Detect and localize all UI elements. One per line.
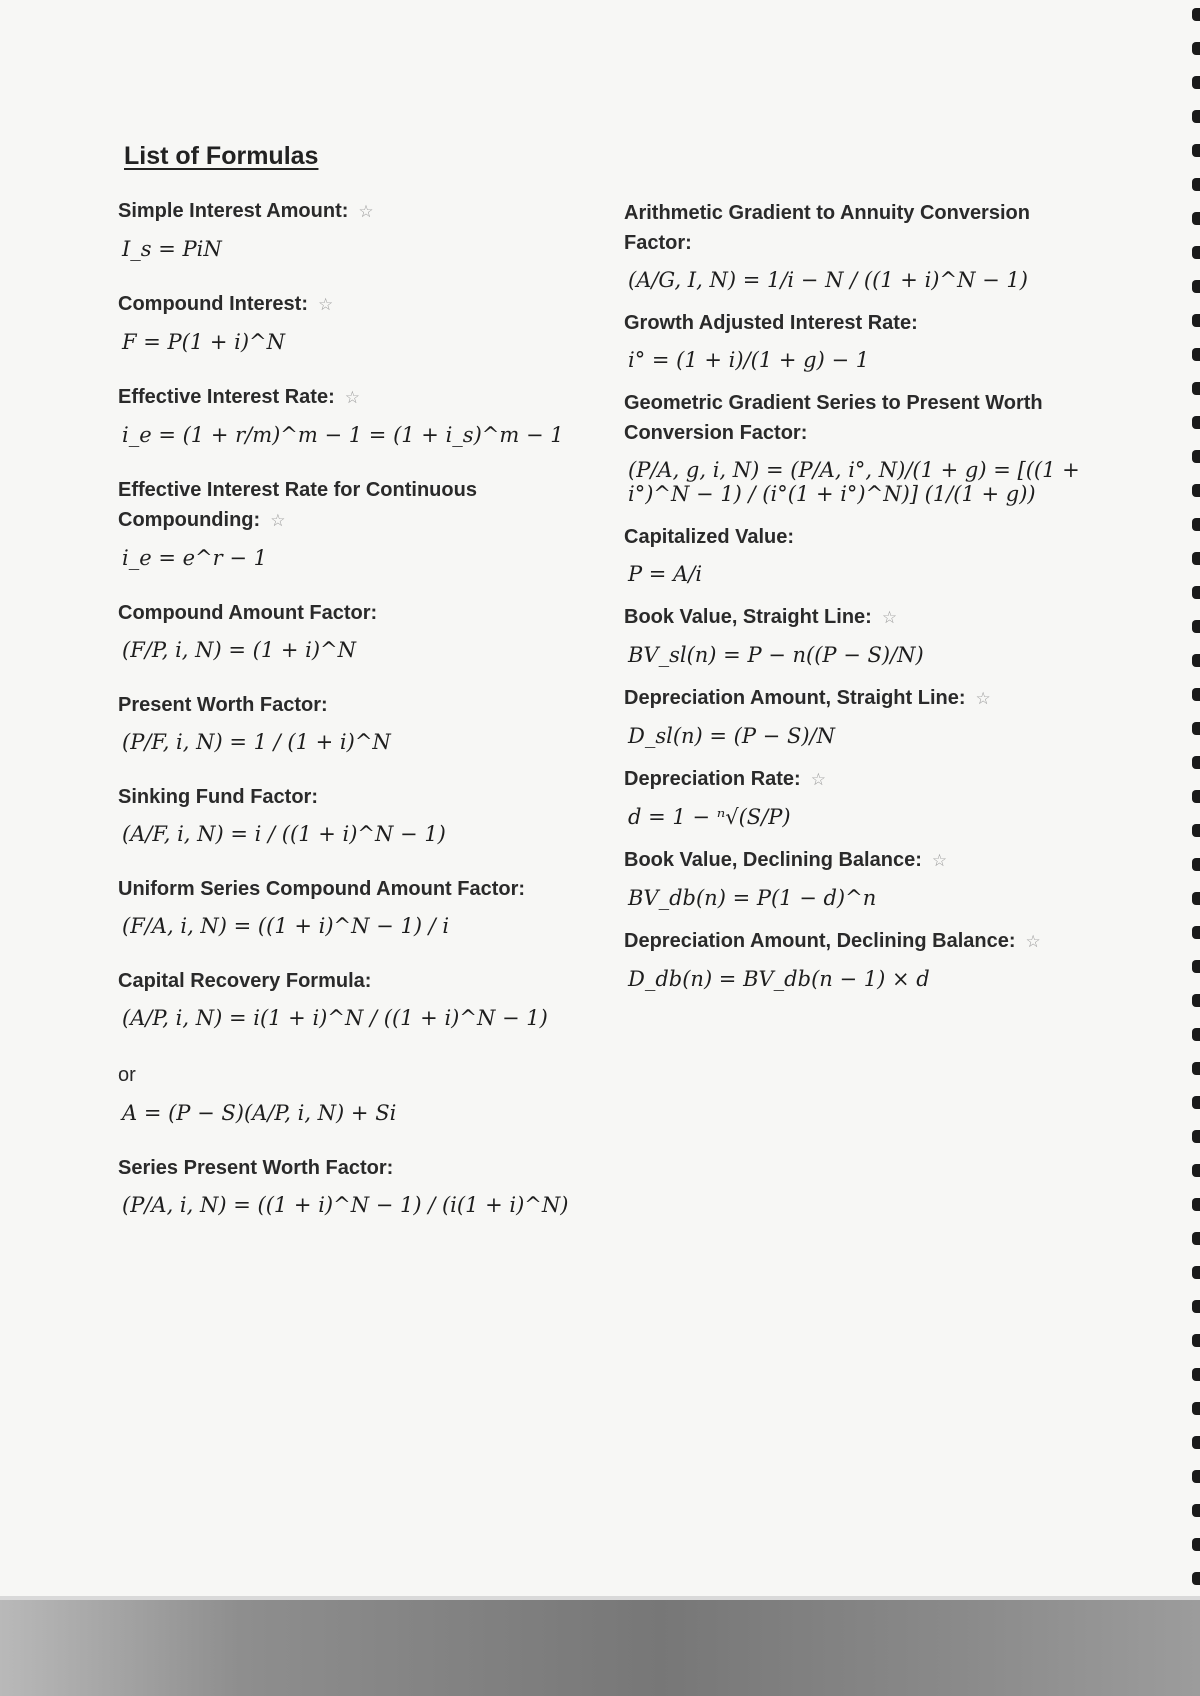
binding-hole <box>1192 688 1200 701</box>
formula: I_s = PiN <box>122 237 222 261</box>
binding-hole <box>1192 994 1200 1007</box>
binding-hole <box>1192 1028 1200 1041</box>
binding-hole <box>1192 1436 1200 1449</box>
formula-entry <box>624 764 1094 829</box>
formula-label: Depreciation Amount, Straight Line: ☆ <box>624 687 991 709</box>
binding-hole <box>1192 1266 1200 1279</box>
formula-label: Series Present Worth Factor: <box>118 1157 394 1179</box>
page-title: List of Formulas <box>124 142 319 170</box>
binding-hole <box>1192 654 1200 667</box>
binding-hole <box>1192 892 1200 905</box>
formula-entry <box>118 598 618 678</box>
binding-hole <box>1192 1470 1200 1483</box>
binding-hole <box>1192 8 1200 21</box>
formula-entry <box>624 683 1094 748</box>
binding-hole <box>1192 1334 1200 1347</box>
binding-hole <box>1192 314 1200 327</box>
formula-entry <box>118 382 618 463</box>
formula-label: Compound Amount Factor: <box>118 602 378 624</box>
formula: (P/A, g, i, N) = (P/A, i°, N)/(1 + g) = [((1 + i°)^N − 1) / (i°(1 + i°)^N)] (1/(1 + g)) <box>628 458 1080 506</box>
binding-hole <box>1192 926 1200 939</box>
binding-hole <box>1192 1164 1200 1177</box>
left-column <box>118 196 618 1245</box>
formula: (F/P, i, N) = (1 + i)^N <box>122 638 357 662</box>
formula-label: Present Worth Factor: <box>118 694 328 716</box>
formula-label: Sinking Fund Factor: <box>118 786 318 808</box>
binding-hole <box>1192 824 1200 837</box>
formula: (F/A, i, N) = ((1 + i)^N − 1) / i <box>122 914 450 938</box>
formula-label: Compound Interest: ☆ <box>118 293 334 315</box>
binding-hole <box>1192 178 1200 191</box>
binding-hole <box>1192 382 1200 395</box>
formula-label: Effective Interest Rate for Continuous Compounding: ☆ <box>118 479 477 531</box>
binding-hole <box>1192 1062 1200 1075</box>
formula-entry <box>118 966 618 1141</box>
formula-entry <box>118 289 618 370</box>
binding-hole <box>1192 76 1200 89</box>
formula: i_e = (1 + r/m)^m − 1 = (1 + i_s)^m − 1 <box>122 423 564 447</box>
binding-hole <box>1192 42 1200 55</box>
formula-label: Book Value, Declining Balance: ☆ <box>624 849 948 871</box>
formula-entry <box>118 475 618 586</box>
star-icon: ☆ <box>270 511 286 531</box>
formula-label: Effective Interest Rate: ☆ <box>118 386 360 408</box>
formula-entry <box>624 602 1094 667</box>
binding-hole <box>1192 1300 1200 1313</box>
formula: D_db(n) = BV_db(n − 1) × d <box>628 967 930 991</box>
binding-hole <box>1192 416 1200 429</box>
formula-entry <box>118 1153 618 1233</box>
formula: BV_db(n) = P(1 − d)^n <box>628 886 877 910</box>
binding-hole <box>1192 1130 1200 1143</box>
star-icon: ☆ <box>881 608 898 628</box>
binding-hole <box>1192 348 1200 361</box>
formula: (A/G, I, N) = 1/i − N / ((1 + i)^N − 1) <box>628 268 1028 292</box>
binding-hole <box>1192 790 1200 803</box>
binding-hole <box>1192 858 1200 871</box>
binding-hole <box>1192 1572 1200 1585</box>
formula-label: Capitalized Value: <box>624 526 795 548</box>
formula-entry <box>624 198 1094 292</box>
formula: P = A/i <box>628 562 703 586</box>
binding-hole <box>1192 484 1200 497</box>
formula-entry <box>118 874 618 954</box>
star-icon: ☆ <box>975 689 991 709</box>
formula-entry <box>118 690 618 770</box>
binding-hole <box>1192 1096 1200 1109</box>
formula-label: Capital Recovery Formula: <box>118 970 372 992</box>
binding-hole <box>1192 552 1200 565</box>
binding-hole <box>1192 1232 1200 1245</box>
formula-label: Book Value, Straight Line: ☆ <box>624 606 898 628</box>
binding-hole <box>1192 110 1200 123</box>
formula-label: Depreciation Amount, Declining Balance: ☆ <box>624 930 1041 952</box>
formula-label: Geometric Gradient Series to Present Worth Conversion Factor: <box>624 392 1043 444</box>
formula-entry <box>624 522 1094 586</box>
formula: F = P(1 + i)^N <box>122 330 286 354</box>
star-icon: ☆ <box>810 770 826 790</box>
formula: (A/P, i, N) = i(1 + i)^N / ((1 + i)^N − 1) <box>122 1006 548 1030</box>
binding-hole <box>1192 1504 1200 1517</box>
binding-hole <box>1192 144 1200 157</box>
formula-entry <box>624 845 1094 910</box>
binding-hole <box>1192 756 1200 769</box>
formula-label: Simple Interest Amount: ☆ <box>118 200 374 222</box>
formula: D_sl(n) = (P − S)/N <box>628 724 835 748</box>
formula: i° = (1 + i)/(1 + g) − 1 <box>628 348 870 372</box>
formula-label: Growth Adjusted Interest Rate: <box>624 312 918 334</box>
scanner-edge <box>0 1596 1200 1696</box>
binding-hole <box>1192 960 1200 973</box>
formula-entry <box>118 782 618 862</box>
binding-hole <box>1192 722 1200 735</box>
binding-hole <box>1192 518 1200 531</box>
star-icon: ☆ <box>318 295 334 315</box>
formula-label: Uniform Series Compound Amount Factor: <box>118 878 526 900</box>
right-column <box>624 198 1094 1007</box>
formula: BV_sl(n) = P − n((P − S)/N) <box>628 643 924 667</box>
star-icon: ☆ <box>1025 932 1041 952</box>
formula-entry <box>118 196 618 277</box>
formula-label: Arithmetic Gradient to Annuity Conversion Factor: <box>624 202 1030 254</box>
formula-entry <box>624 388 1094 506</box>
binding-hole <box>1192 450 1200 463</box>
formula: i_e = e^r − 1 <box>122 546 267 570</box>
formula: (P/F, i, N) = 1 / (1 + i)^N <box>122 730 391 754</box>
or-text: or <box>118 1064 136 1086</box>
binding-hole <box>1192 212 1200 225</box>
alt-formula: A = (P − S)(A/P, i, N) + Si <box>122 1101 397 1125</box>
formula: (P/A, i, N) = ((1 + i)^N − 1) / (i(1 + i)^N) <box>122 1193 569 1217</box>
star-icon: ☆ <box>344 388 360 408</box>
binding-hole <box>1192 586 1200 599</box>
binding-hole <box>1192 1402 1200 1415</box>
formula-entry <box>624 926 1094 991</box>
binding-hole <box>1192 620 1200 633</box>
formula-entry <box>624 308 1094 372</box>
binding-hole <box>1192 1368 1200 1381</box>
binding-hole <box>1192 1198 1200 1211</box>
binding-hole <box>1192 246 1200 259</box>
formula: (A/F, i, N) = i / ((1 + i)^N − 1) <box>122 822 446 846</box>
star-icon: ☆ <box>931 851 948 871</box>
formula-label: Depreciation Rate: ☆ <box>624 768 826 790</box>
binding-hole <box>1192 280 1200 293</box>
formula: d = 1 − ⁿ√(S/P) <box>628 805 791 829</box>
binding-hole <box>1192 1538 1200 1551</box>
spiral-binding <box>1190 0 1200 1600</box>
star-icon: ☆ <box>358 202 374 222</box>
